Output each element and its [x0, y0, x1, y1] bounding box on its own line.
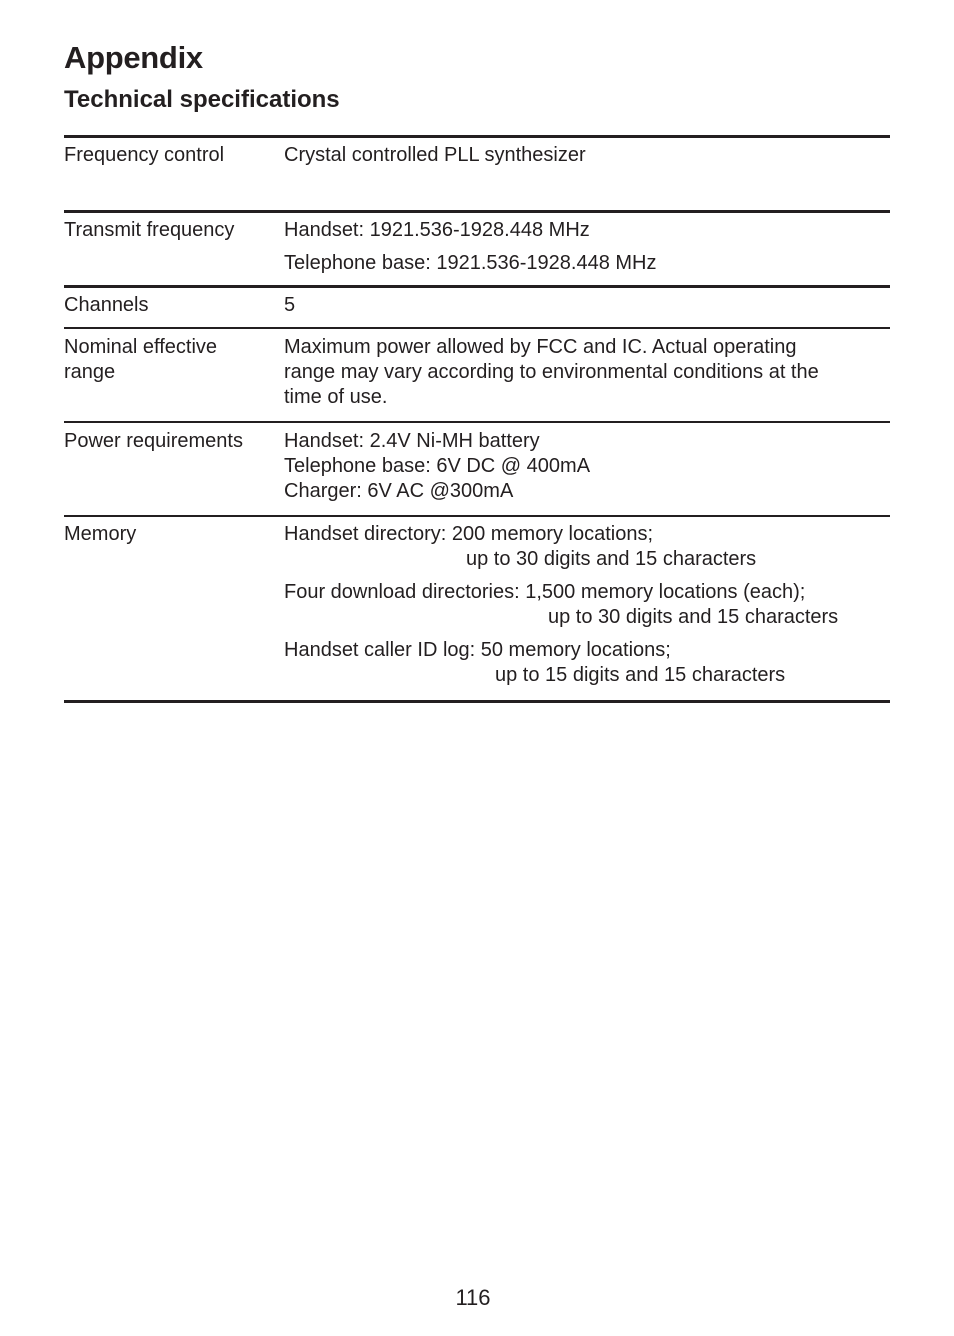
row-divider	[64, 210, 890, 213]
spec-value: Telephone base: 6V DC @ 400mA	[284, 455, 591, 477]
spec-value: Handset caller ID log: 50 memory locations;	[284, 639, 671, 661]
spec-label: Power requirements	[64, 430, 243, 452]
spec-value: up to 15 digits and 15 characters	[495, 664, 786, 686]
spec-value: range may vary according to environmental conditions at the	[284, 361, 819, 383]
spec-value: Handset: 1921.536-1928.448 MHz	[284, 219, 590, 241]
spec-label: Frequency control	[64, 144, 225, 166]
row-divider	[64, 421, 890, 423]
spec-value: Handset: 2.4V Ni-MH battery	[284, 430, 540, 452]
spec-value: Crystal controlled PLL synthesizer	[284, 144, 586, 166]
spec-value: time of use.	[284, 386, 388, 408]
spec-value: up to 30 digits and 15 characters	[548, 606, 839, 628]
spec-label: Transmit frequency	[64, 219, 235, 241]
table-bottom-rule	[64, 700, 890, 703]
spec-label: range	[64, 361, 116, 383]
row-divider	[64, 515, 890, 517]
table-top-rule	[64, 135, 890, 138]
spec-label: Memory	[64, 523, 137, 545]
spec-value: Charger: 6V AC @300mA	[284, 480, 514, 502]
row-divider	[64, 327, 890, 329]
section-title: Technical specifications	[64, 86, 340, 113]
spec-value: Telephone base: 1921.536-1928.448 MHz	[284, 252, 657, 274]
spec-value: Four download directories: 1,500 memory locations (each);	[284, 581, 806, 603]
spec-value: Maximum power allowed by FCC and IC. Actual operating	[284, 336, 797, 358]
spec-label: Channels	[64, 294, 149, 316]
page-title: Appendix	[64, 40, 203, 75]
spec-value: Handset directory: 200 memory locations;	[284, 523, 654, 545]
spec-value: up to 30 digits and 15 characters	[466, 548, 757, 570]
spec-value: 5	[284, 294, 296, 316]
page-number: 116	[455, 1285, 491, 1310]
spec-label: Nominal effective	[64, 336, 218, 358]
row-divider	[64, 285, 890, 288]
